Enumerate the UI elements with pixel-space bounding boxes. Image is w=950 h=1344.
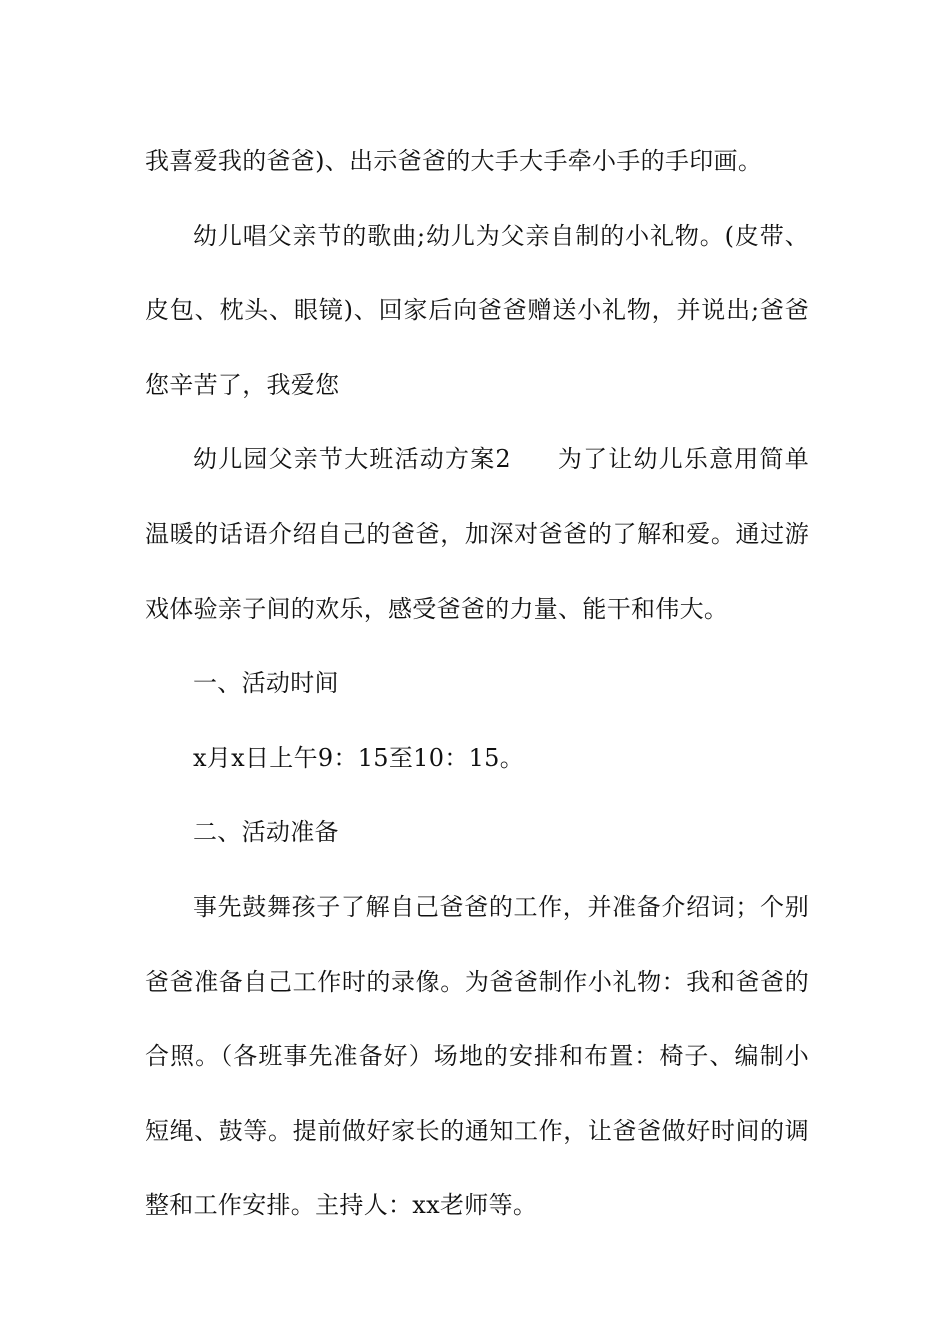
paragraph-plan-2 [145, 422, 809, 646]
plan-title: 幼儿园父亲节大班活动方案2 [193, 445, 511, 474]
paragraph-gift: 幼儿唱父亲节的歌曲;幼儿为父亲自制的小礼物。(皮带、皮包、枕头、眼镜)、回家后向爸爸赠送小礼物，并说出;爸爸您辛苦了，我爱您 [145, 221, 809, 399]
paragraph-continuation: 我喜爱我的爸爸)、出示爸爸的大手大手牵小手的手印画。 [145, 147, 763, 175]
document-body [145, 124, 809, 1243]
section-heading-preparation: 二、活动准备 [193, 818, 339, 847]
section-heading-time: 一、活动时间 [193, 669, 339, 698]
paragraph-time: x月x日上午9：15至10：15。 [193, 743, 525, 772]
paragraph-preparation: 事先鼓舞孩子了解自己爸爸的工作，并准备介绍词；个别爸爸准备自己工作时的录像。为爸爸制作小礼物：我和爸爸的合照。（各班事先准备好）场地的安排和布置：椅子、编制小短绳、鼓等。提前做好家长的通知工作，让爸爸做好时间的调整和工作安排。主持人：xx老师等。 [145, 892, 809, 1220]
plan-intro: 为了让幼儿乐意用简单温暖的话语介绍自己的爸爸，加深对爸爸的了解和爱。通过游戏体验亲子间的欢乐，感受爸爸的力量、能干和伟大。 [145, 445, 809, 623]
